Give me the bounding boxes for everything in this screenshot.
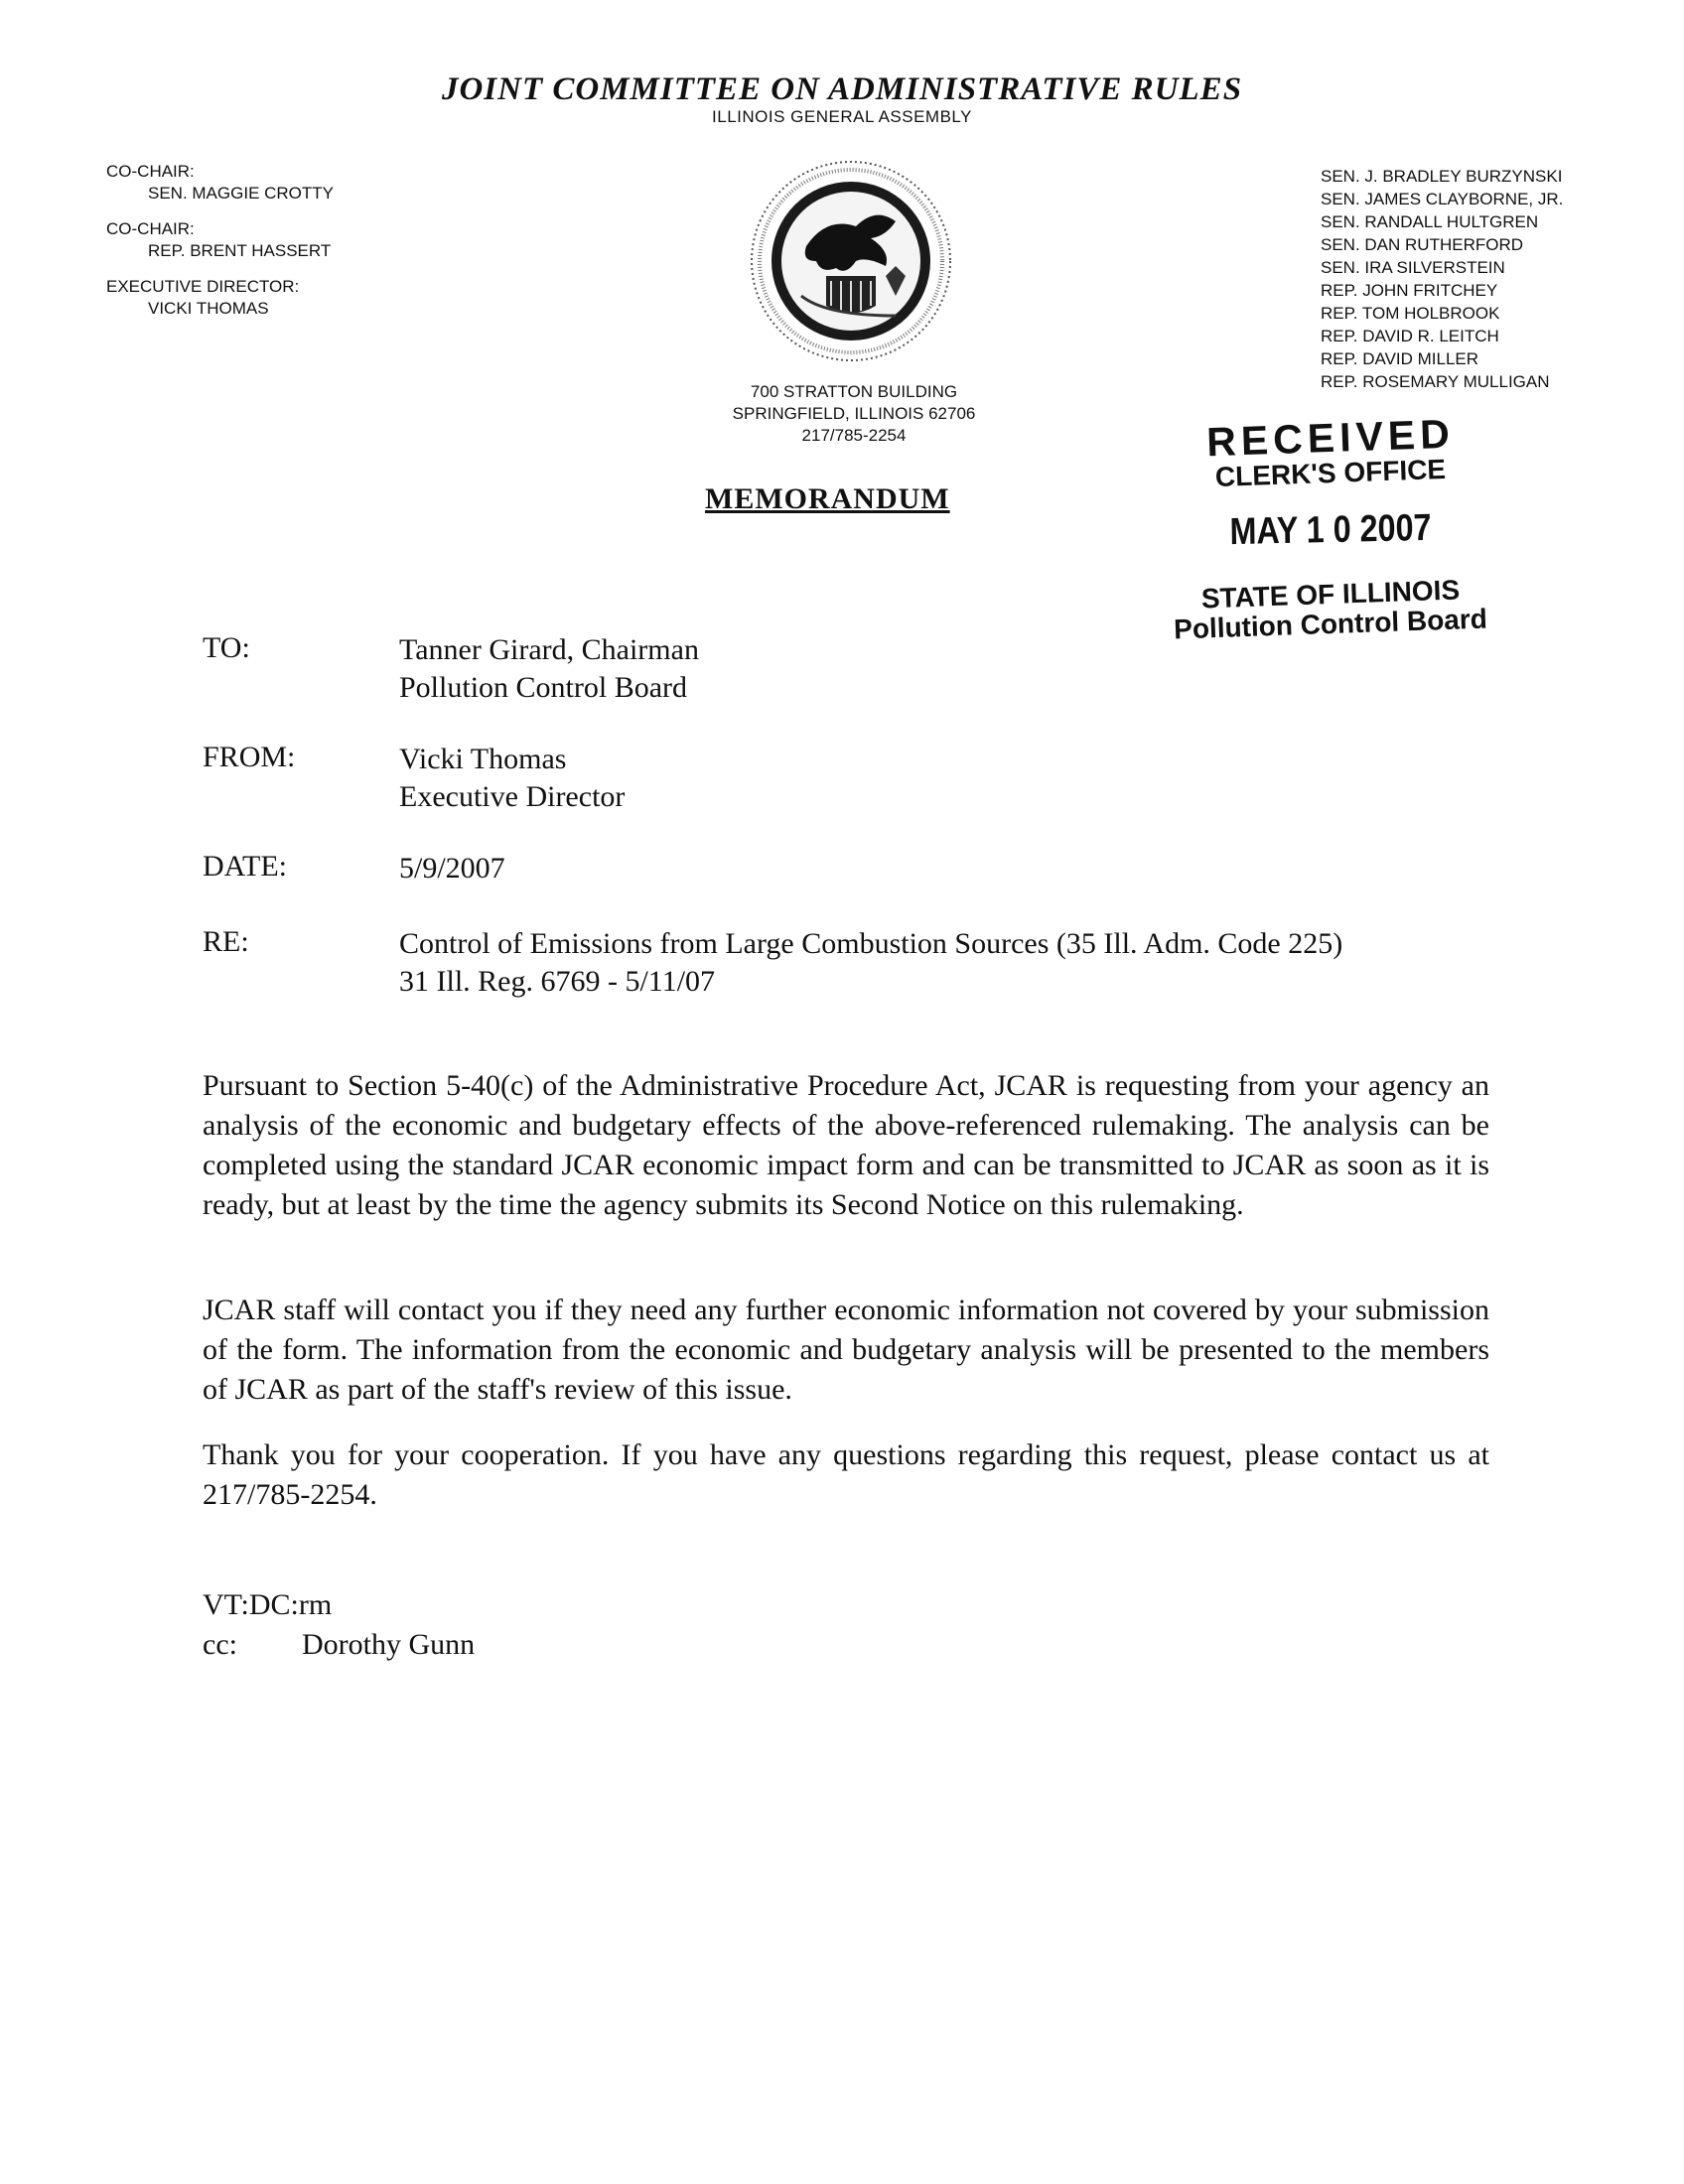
member-item: SEN. DAN RUTHERFORD xyxy=(1321,235,1524,254)
from-label: FROM: xyxy=(203,741,296,773)
to-value xyxy=(399,631,699,707)
officer-role: CO-CHAIR: xyxy=(106,219,195,238)
member-item: REP. DAVID R. LEITCH xyxy=(1321,327,1499,345)
body-paragraph-2: JCAR staff will contact you if they need any further economic information not covered by your submission of the form. The information from the economic and budgetary analysis will be presented to the members of JCAR as part of the staff's review of this issue. xyxy=(203,1294,1489,1406)
officer-name: SEN. MAGGIE CROTTY xyxy=(148,184,335,203)
re-label: RE: xyxy=(203,925,249,958)
member-item: SEN. IRA SILVERSTEIN xyxy=(1321,258,1505,277)
from-value xyxy=(399,741,625,816)
address-phone: 217/785-2254 xyxy=(801,426,907,445)
body-paragraph-3: Thank you for your cooperation. If you have any questions regarding this request, please contact us at 217/785-2254. xyxy=(203,1438,1489,1511)
assembly-subtitle: ILLINOIS GENERAL ASSEMBLY xyxy=(712,107,972,126)
committee-address xyxy=(645,381,1062,447)
from-line-2: Executive Director xyxy=(399,780,626,813)
officer-co-chair-senate xyxy=(106,161,334,205)
body-paragraph-1: Pursuant to Section 5-40(c) of the Administrative Procedure Act, JCAR is requesting from your agency an analysis of the economic and budgetary effects of the above-referenced rulemaking. The analysis can be completed using the standard JCAR economic impact form and can be transmitted to JCAR as soon as it is ready, but at least by the time the agency submits its Second Notice on this rulemaking. xyxy=(203,1069,1489,1221)
members-list xyxy=(1321,165,1563,393)
committee-title: JOINT COMMITTEE ON ADMINISTRATIVE RULES xyxy=(441,71,1243,107)
officers-block xyxy=(106,161,334,334)
cc-label: cc: xyxy=(203,1628,237,1661)
stamp-received: RECEIVED xyxy=(1205,410,1456,466)
to-label: TO: xyxy=(203,631,250,664)
typist-initials: VT:DC:rm xyxy=(203,1588,333,1621)
address-line-1: 700 STRATTON BUILDING xyxy=(750,382,958,401)
member-item: SEN. RANDALL HULTGREN xyxy=(1321,212,1539,231)
state-seal-icon xyxy=(747,157,955,365)
officer-co-chair-house xyxy=(106,218,334,262)
to-line-1: Tanner Girard, Chairman xyxy=(399,633,699,666)
member-item: REP. DAVID MILLER xyxy=(1321,349,1479,368)
member-item: SEN. J. BRADLEY BURZYNSKI xyxy=(1321,167,1563,186)
re-line-2: 31 Ill. Reg. 6769 - 5/11/07 xyxy=(399,965,716,998)
officer-name: VICKI THOMAS xyxy=(148,299,269,318)
member-item: SEN. JAMES CLAYBORNE, JR. xyxy=(1321,190,1564,208)
from-line-1: Vicki Thomas xyxy=(399,743,567,775)
stamp-date: MAY 1 0 2007 xyxy=(1229,506,1432,554)
re-line-1: Control of Emissions from Large Combustion Sources (35 Ill. Adm. Code 225) xyxy=(399,927,1343,960)
stamp-office: CLERK'S OFFICE xyxy=(1214,453,1447,493)
member-item: REP. TOM HOLBROOK xyxy=(1321,304,1500,323)
re-value xyxy=(399,925,1342,1001)
member-item: REP. ROSEMARY MULLIGAN xyxy=(1321,372,1550,391)
member-item: REP. JOHN FRITCHEY xyxy=(1321,281,1498,300)
memo-heading: MEMORANDUM xyxy=(705,482,950,515)
to-line-2: Pollution Control Board xyxy=(399,671,688,704)
officer-role: EXECUTIVE DIRECTOR: xyxy=(106,277,300,296)
date-value: 5/9/2007 xyxy=(399,852,505,885)
stamp-state: STATE OF ILLINOIS xyxy=(1200,574,1461,614)
officer-name: REP. BRENT HASSERT xyxy=(148,241,332,260)
stamp-board: Pollution Control Board xyxy=(1173,603,1488,645)
address-line-2: SPRINGFIELD, ILLINOIS 62706 xyxy=(732,404,976,423)
officer-role: CO-CHAIR: xyxy=(106,162,195,181)
officer-executive-director xyxy=(106,276,334,320)
received-stamp xyxy=(1162,410,1499,645)
cc-name: Dorothy Gunn xyxy=(302,1628,476,1661)
date-label: DATE: xyxy=(203,850,287,883)
